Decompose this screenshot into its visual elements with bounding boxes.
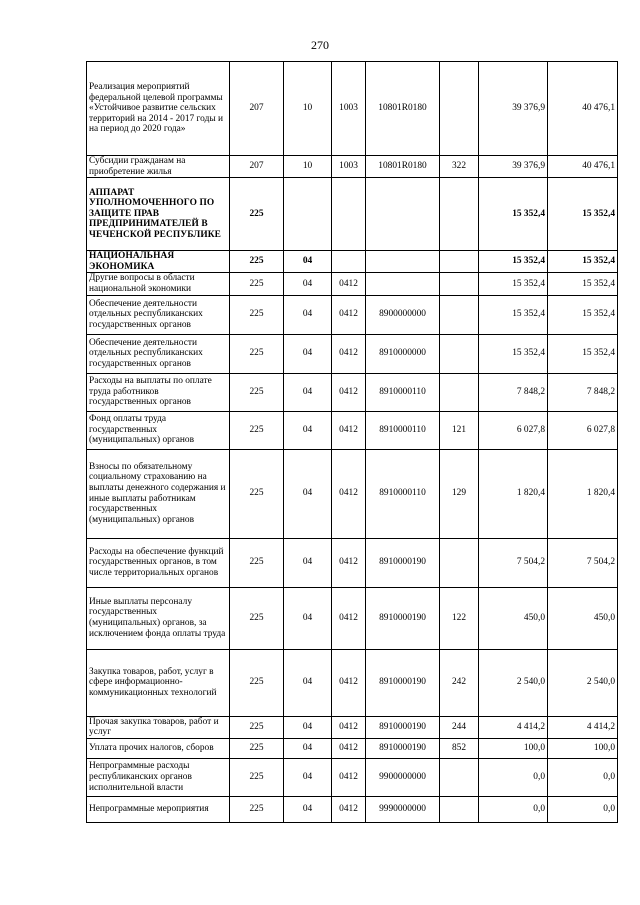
cell-amount-year-1: 15 352,4 [479, 334, 548, 373]
cell-expense-type: 129 [440, 449, 479, 538]
page-number: 270 [311, 38, 329, 52]
budget-table [86, 61, 618, 823]
cell-section-code: 04 [284, 411, 332, 449]
cell-section-code: 04 [284, 273, 332, 295]
cell-target-article: 8910000000 [366, 334, 440, 373]
cell-name: Расходы на обеспечение функций государственных органов, в том числе территориальных органов [87, 538, 230, 587]
cell-amount-year-1: 2 540,0 [479, 649, 548, 716]
cell-subsection-code: 0412 [332, 758, 366, 796]
cell-expense-type: 122 [440, 587, 479, 649]
table-row [87, 449, 618, 538]
cell-admin-code: 207 [230, 62, 284, 156]
cell-name: Непрограммные мероприятия [87, 796, 230, 822]
cell-expense-type [440, 295, 479, 334]
cell-name: Реализация мероприятий федеральной целевой программы «Устойчивое развитие сельских территорий на 2014 - 2017 годы и на период до 2020 года» [87, 62, 230, 156]
table-row [87, 738, 618, 758]
cell-admin-code: 225 [230, 373, 284, 411]
cell-name: Иные выплаты персоналу государственных (муниципальных) органов, за исключением фонда оплаты труда [87, 587, 230, 649]
cell-name: Уплата прочих налогов, сборов [87, 738, 230, 758]
cell-expense-type [440, 334, 479, 373]
cell-expense-type: 244 [440, 716, 479, 738]
cell-amount-year-2: 15 352,4 [548, 178, 618, 251]
table-row [87, 649, 618, 716]
cell-amount-year-1: 100,0 [479, 738, 548, 758]
cell-amount-year-2: 15 352,4 [548, 251, 618, 273]
cell-subsection-code: 0412 [332, 587, 366, 649]
cell-subsection-code: 0412 [332, 649, 366, 716]
table-row [87, 538, 618, 587]
cell-expense-type [440, 178, 479, 251]
table-row [87, 251, 618, 273]
cell-amount-year-1: 450,0 [479, 587, 548, 649]
cell-expense-type: 852 [440, 738, 479, 758]
cell-name: Другие вопросы в области национальной экономики [87, 273, 230, 295]
cell-amount-year-1: 0,0 [479, 758, 548, 796]
cell-subsection-code: 0412 [332, 449, 366, 538]
cell-amount-year-1: 1 820,4 [479, 449, 548, 538]
table-row [87, 758, 618, 796]
cell-expense-type: 121 [440, 411, 479, 449]
cell-amount-year-2: 40 476,1 [548, 156, 618, 178]
cell-subsection-code: 0412 [332, 373, 366, 411]
cell-name: Фонд оплаты труда государственных (муниципальных) органов [87, 411, 230, 449]
cell-name: Взносы по обязательному социальному страхованию на выплаты денежного содержания и иные выплаты работникам государственных (муниципальных) органов [87, 449, 230, 538]
cell-subsection-code: 0412 [332, 273, 366, 295]
cell-section-code [284, 178, 332, 251]
cell-section-code: 10 [284, 156, 332, 178]
cell-amount-year-2: 2 540,0 [548, 649, 618, 716]
cell-target-article: 8910000190 [366, 538, 440, 587]
cell-target-article: 8910000190 [366, 587, 440, 649]
cell-amount-year-1: 15 352,4 [479, 178, 548, 251]
cell-subsection-code: 0412 [332, 295, 366, 334]
cell-name: Закупка товаров, работ, услуг в сфере информационно-коммуникационных технологий [87, 649, 230, 716]
cell-admin-code: 225 [230, 538, 284, 587]
cell-target-article: 8910000110 [366, 411, 440, 449]
cell-amount-year-1: 39 376,9 [479, 62, 548, 156]
cell-name: Субсидии гражданам на приобретение жилья [87, 156, 230, 178]
cell-target-article [366, 251, 440, 273]
cell-amount-year-1: 15 352,4 [479, 295, 548, 334]
cell-subsection-code: 0412 [332, 538, 366, 587]
cell-name: Расходы на выплаты по оплате труда работников государственных органов [87, 373, 230, 411]
cell-section-code: 04 [284, 649, 332, 716]
table-row [87, 156, 618, 178]
cell-expense-type [440, 758, 479, 796]
table-row [87, 796, 618, 822]
table-row [87, 587, 618, 649]
cell-admin-code: 225 [230, 758, 284, 796]
cell-admin-code: 225 [230, 716, 284, 738]
cell-name: НАЦИОНАЛЬНАЯ ЭКОНОМИКА [87, 251, 230, 273]
cell-subsection-code [332, 251, 366, 273]
cell-section-code: 04 [284, 796, 332, 822]
cell-target-article: 8910000110 [366, 449, 440, 538]
cell-amount-year-1: 6 027,8 [479, 411, 548, 449]
budget-table-body [87, 62, 618, 823]
cell-target-article [366, 178, 440, 251]
cell-amount-year-2: 7 848,2 [548, 373, 618, 411]
cell-name: Прочая закупка товаров, работ и услуг [87, 716, 230, 738]
table-row [87, 62, 618, 156]
cell-subsection-code: 0412 [332, 796, 366, 822]
cell-amount-year-2: 4 414,2 [548, 716, 618, 738]
cell-amount-year-2: 0,0 [548, 796, 618, 822]
table-row [87, 373, 618, 411]
cell-amount-year-1: 15 352,4 [479, 251, 548, 273]
cell-expense-type [440, 251, 479, 273]
cell-section-code: 04 [284, 538, 332, 587]
cell-amount-year-2: 40 476,1 [548, 62, 618, 156]
cell-admin-code: 225 [230, 649, 284, 716]
cell-target-article: 8910000190 [366, 716, 440, 738]
cell-subsection-code [332, 178, 366, 251]
cell-admin-code: 225 [230, 587, 284, 649]
cell-amount-year-1: 4 414,2 [479, 716, 548, 738]
cell-expense-type [440, 273, 479, 295]
cell-admin-code: 225 [230, 796, 284, 822]
cell-section-code: 10 [284, 62, 332, 156]
cell-section-code: 04 [284, 251, 332, 273]
cell-amount-year-2: 1 820,4 [548, 449, 618, 538]
cell-admin-code: 207 [230, 156, 284, 178]
cell-expense-type [440, 796, 479, 822]
cell-target-article: 10801R0180 [366, 62, 440, 156]
cell-expense-type: 322 [440, 156, 479, 178]
cell-amount-year-2: 15 352,4 [548, 334, 618, 373]
cell-name: Обеспечение деятельности отдельных республиканских государственных органов [87, 295, 230, 334]
cell-target-article: 8900000000 [366, 295, 440, 334]
cell-admin-code: 225 [230, 178, 284, 251]
table-row [87, 411, 618, 449]
cell-expense-type [440, 538, 479, 587]
table-row [87, 334, 618, 373]
cell-section-code: 04 [284, 334, 332, 373]
cell-amount-year-1: 7 848,2 [479, 373, 548, 411]
cell-amount-year-1: 7 504,2 [479, 538, 548, 587]
cell-subsection-code: 0412 [332, 738, 366, 758]
table-row [87, 273, 618, 295]
cell-section-code: 04 [284, 449, 332, 538]
cell-amount-year-2: 0,0 [548, 758, 618, 796]
cell-admin-code: 225 [230, 334, 284, 373]
cell-admin-code: 225 [230, 411, 284, 449]
cell-target-article: 8910000110 [366, 373, 440, 411]
cell-target-article: 8910000190 [366, 649, 440, 716]
cell-amount-year-2: 7 504,2 [548, 538, 618, 587]
cell-expense-type [440, 373, 479, 411]
cell-admin-code: 225 [230, 449, 284, 538]
cell-admin-code: 225 [230, 738, 284, 758]
cell-target-article: 8910000190 [366, 738, 440, 758]
cell-expense-type [440, 62, 479, 156]
cell-target-article: 9900000000 [366, 758, 440, 796]
cell-amount-year-1: 0,0 [479, 796, 548, 822]
cell-amount-year-2: 100,0 [548, 738, 618, 758]
cell-section-code: 04 [284, 373, 332, 411]
table-row [87, 178, 618, 251]
table-row [87, 716, 618, 738]
cell-amount-year-2: 15 352,4 [548, 295, 618, 334]
cell-admin-code: 225 [230, 295, 284, 334]
cell-target-article: 9990000000 [366, 796, 440, 822]
cell-expense-type: 242 [440, 649, 479, 716]
cell-admin-code: 225 [230, 273, 284, 295]
cell-section-code: 04 [284, 587, 332, 649]
cell-subsection-code: 1003 [332, 156, 366, 178]
table-row [87, 295, 618, 334]
cell-amount-year-2: 450,0 [548, 587, 618, 649]
cell-amount-year-1: 15 352,4 [479, 273, 548, 295]
cell-section-code: 04 [284, 295, 332, 334]
cell-name: Обеспечение деятельности отдельных республиканских государственных органов [87, 334, 230, 373]
cell-subsection-code: 0412 [332, 716, 366, 738]
cell-subsection-code: 0412 [332, 334, 366, 373]
cell-amount-year-1: 39 376,9 [479, 156, 548, 178]
cell-admin-code: 225 [230, 251, 284, 273]
cell-amount-year-2: 15 352,4 [548, 273, 618, 295]
cell-name: АППАРАТ УПОЛНОМОЧЕННОГО ПО ЗАЩИТЕ ПРАВ ПРЕДПРИНИМАТЕЛЕЙ В ЧЕЧЕНСКОЙ РЕСПУБЛИКЕ [87, 178, 230, 251]
cell-section-code: 04 [284, 716, 332, 738]
cell-target-article [366, 273, 440, 295]
cell-section-code: 04 [284, 758, 332, 796]
cell-section-code: 04 [284, 738, 332, 758]
cell-subsection-code: 1003 [332, 62, 366, 156]
cell-subsection-code: 0412 [332, 411, 366, 449]
cell-name: Непрограммные расходы республиканских органов исполнительной власти [87, 758, 230, 796]
cell-target-article: 10801R0180 [366, 156, 440, 178]
cell-amount-year-2: 6 027,8 [548, 411, 618, 449]
